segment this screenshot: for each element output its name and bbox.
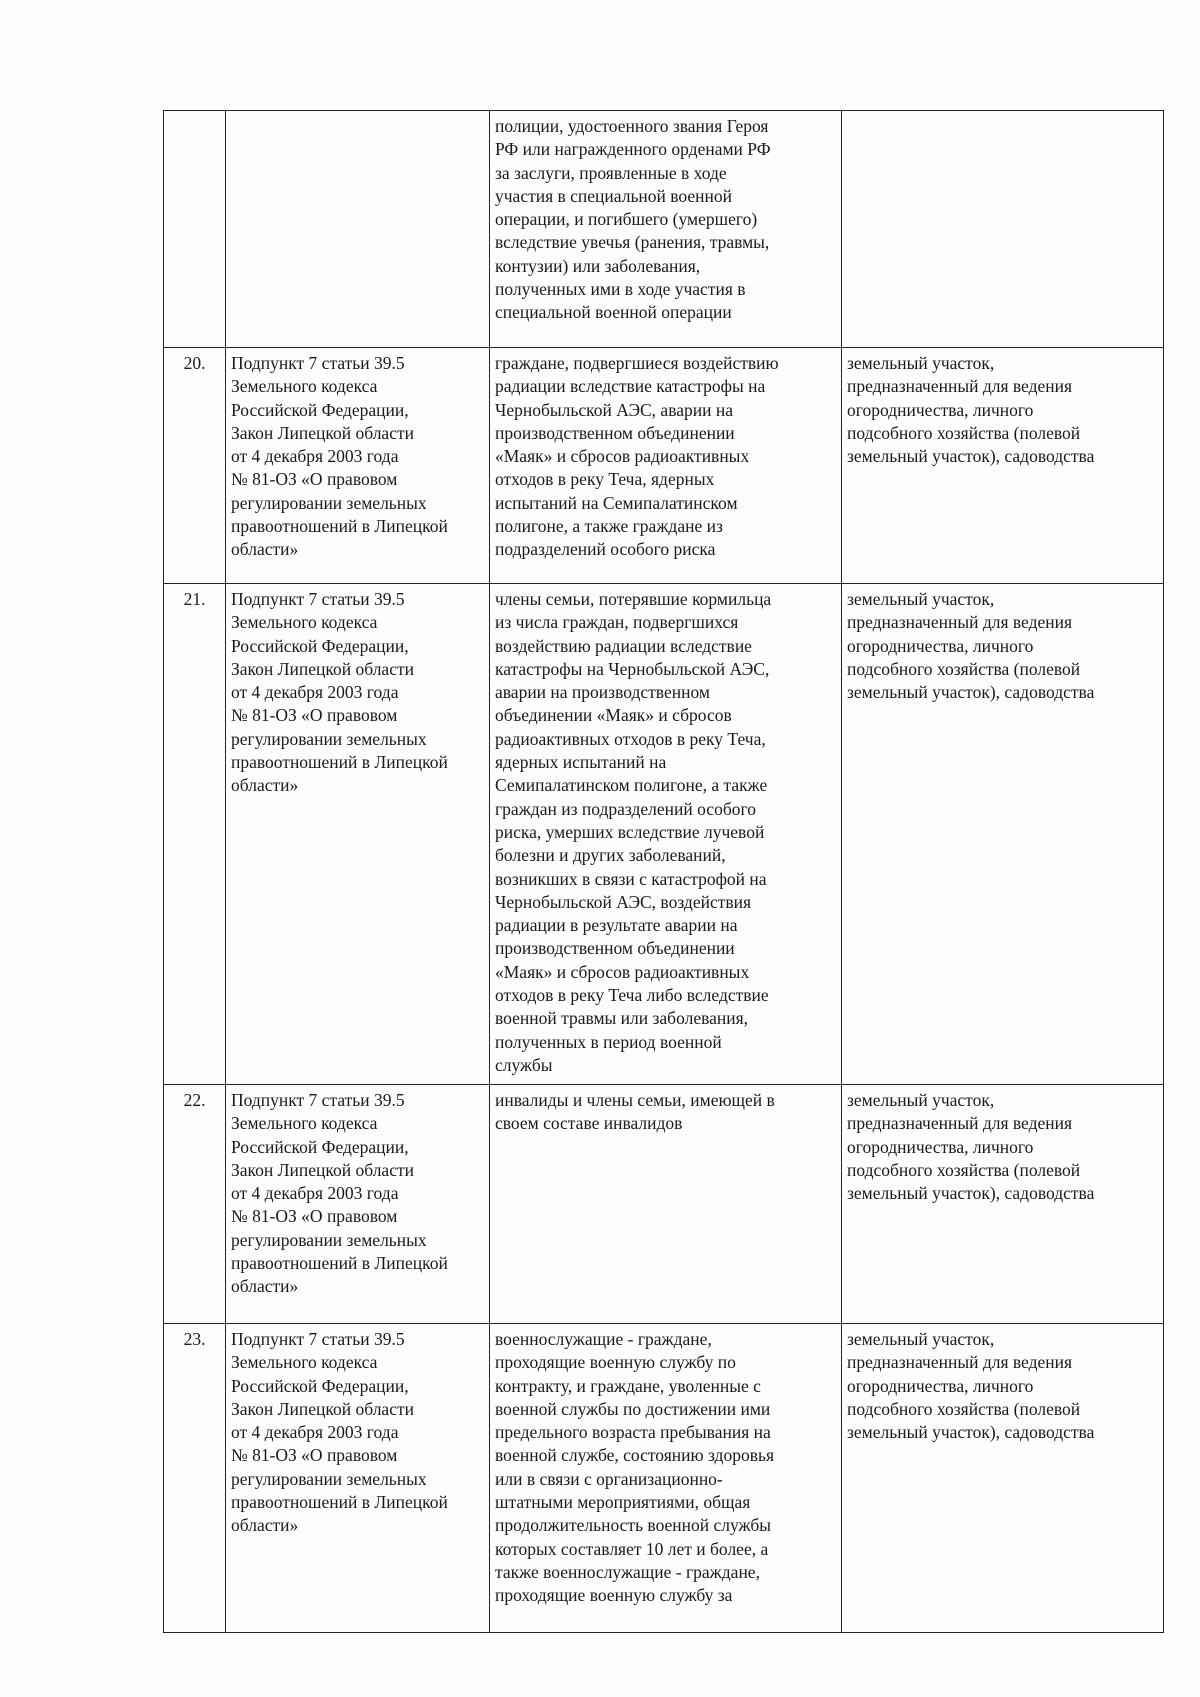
land-purpose-cell xyxy=(842,1085,1164,1324)
citizen-category-text: инвалиды и члены семьи, имеющей в своем составе инвалидов xyxy=(495,1090,775,1134)
land-purpose-cell xyxy=(842,111,1164,348)
row-number-cell xyxy=(164,348,226,584)
legal-basis-text: Подпункт 7 статьи 39.5 Земельного кодекса Российской Федерации, Закон Липецкой области от 4 декабря 2003 года № 81-ОЗ «О правовом регулировании земельных правоотношений в Липецкой области» xyxy=(231,1329,448,1536)
row-number: 20. xyxy=(183,353,206,373)
row-number-cell xyxy=(164,584,226,1085)
table-row xyxy=(164,111,1164,348)
land-purpose-text: земельный участок, предназначенный для ведения огородничества, личного подсобного хозяйства (полевой земельный участок), садоводства xyxy=(847,1329,1095,1443)
legal-basis-text: Подпункт 7 статьи 39.5 Земельного кодекса Российской Федерации, Закон Липецкой области от 4 декабря 2003 года № 81-ОЗ «О правовом регулировании земельных правоотношений в Липецкой области» xyxy=(231,353,448,560)
citizen-category-cell xyxy=(490,348,842,584)
land-allocation-table xyxy=(163,110,1164,1633)
citizen-category-cell xyxy=(490,111,842,348)
legal-basis-cell xyxy=(226,1324,490,1633)
citizen-category-cell xyxy=(490,584,842,1085)
land-purpose-text: земельный участок, предназначенный для ведения огородничества, личного подсобного хозяйства (полевой земельный участок), садоводства xyxy=(847,1090,1095,1204)
citizen-category-text: члены семьи, потерявшие кормильца из числа граждан, подвергшихся воздействию радиации вследствие катастрофы на Чернобыльской АЭС, аварии на производственном объединении «Маяк» и сбросов радиоактивных отходов в реку Теча, ядерных испытаний на Семипалатинском полигоне, а также граждан из подразделений особого риска, умерших вследствие лучевой болезни и других заболеваний, возникших в связи с катастрофой на Чернобыльской АЭС, воздействия радиации в результате аварии на производственном объединении «Маяк» и сбросов радиоактивных отходов в реку Теча либо вследствие военной травмы или заболевания, полученных в период военной службы xyxy=(495,589,772,1075)
citizen-category-cell xyxy=(490,1324,842,1633)
row-number-cell xyxy=(164,1324,226,1633)
table-row xyxy=(164,348,1164,584)
legal-basis-text: Подпункт 7 статьи 39.5 Земельного кодекса Российской Федерации, Закон Липецкой области от 4 декабря 2003 года № 81-ОЗ «О правовом регулировании земельных правоотношений в Липецкой области» xyxy=(231,589,448,796)
table-row xyxy=(164,584,1164,1085)
row-number-cell xyxy=(164,111,226,348)
legal-basis-cell xyxy=(226,584,490,1085)
row-number: 23. xyxy=(183,1329,206,1349)
row-number: 21. xyxy=(183,589,206,609)
row-number-cell xyxy=(164,1085,226,1324)
citizen-category-text: полиции, удостоенного звания Героя РФ или награжденного орденами РФ за заслуги, проявленные в ходе участия в специальной военной операции, и погибшего (умершего) вследствие увечья (ранения, травмы, контузии) или заболевания, полученных ими в ходе участия в специальной военной операции xyxy=(495,116,771,323)
legal-basis-cell xyxy=(226,111,490,348)
citizen-category-text: военнослужащие - граждане, проходящие военную службу по контракту, и граждане, уволенные с военной службы по достижении ими предельного возраста пребывания на военной службе, состоянию здоровья или в связи с организационно- штатными мероприятиями, общая продолжительность военной службы которых составляет 10 лет и более, а также военнослужащие - граждане, проходящие военную службу за xyxy=(495,1329,774,1606)
citizen-category-cell xyxy=(490,1085,842,1324)
land-purpose-cell xyxy=(842,1324,1164,1633)
table-row xyxy=(164,1085,1164,1324)
legal-basis-cell xyxy=(226,1085,490,1324)
citizen-category-text: граждане, подвергшиеся воздействию радиации вследствие катастрофы на Чернобыльской АЭС, аварии на производственном объединении «Маяк» и сбросов радиоактивных отходов в реку Теча, ядерных испытаний на Семипалатинском полигоне, а также граждане из подразделений особого риска xyxy=(495,353,779,560)
legal-basis-text: Подпункт 7 статьи 39.5 Земельного кодекса Российской Федерации, Закон Липецкой области от 4 декабря 2003 года № 81-ОЗ «О правовом регулировании земельных правоотношений в Липецкой области» xyxy=(231,1090,448,1297)
land-purpose-cell xyxy=(842,584,1164,1085)
legal-basis-cell xyxy=(226,348,490,584)
land-purpose-text: земельный участок, предназначенный для ведения огородничества, личного подсобного хозяйства (полевой земельный участок), садоводства xyxy=(847,353,1095,467)
land-purpose-text: земельный участок, предназначенный для ведения огородничества, личного подсобного хозяйства (полевой земельный участок), садоводства xyxy=(847,589,1095,703)
land-purpose-cell xyxy=(842,348,1164,584)
table-row xyxy=(164,1324,1164,1633)
row-number: 22. xyxy=(183,1090,206,1110)
